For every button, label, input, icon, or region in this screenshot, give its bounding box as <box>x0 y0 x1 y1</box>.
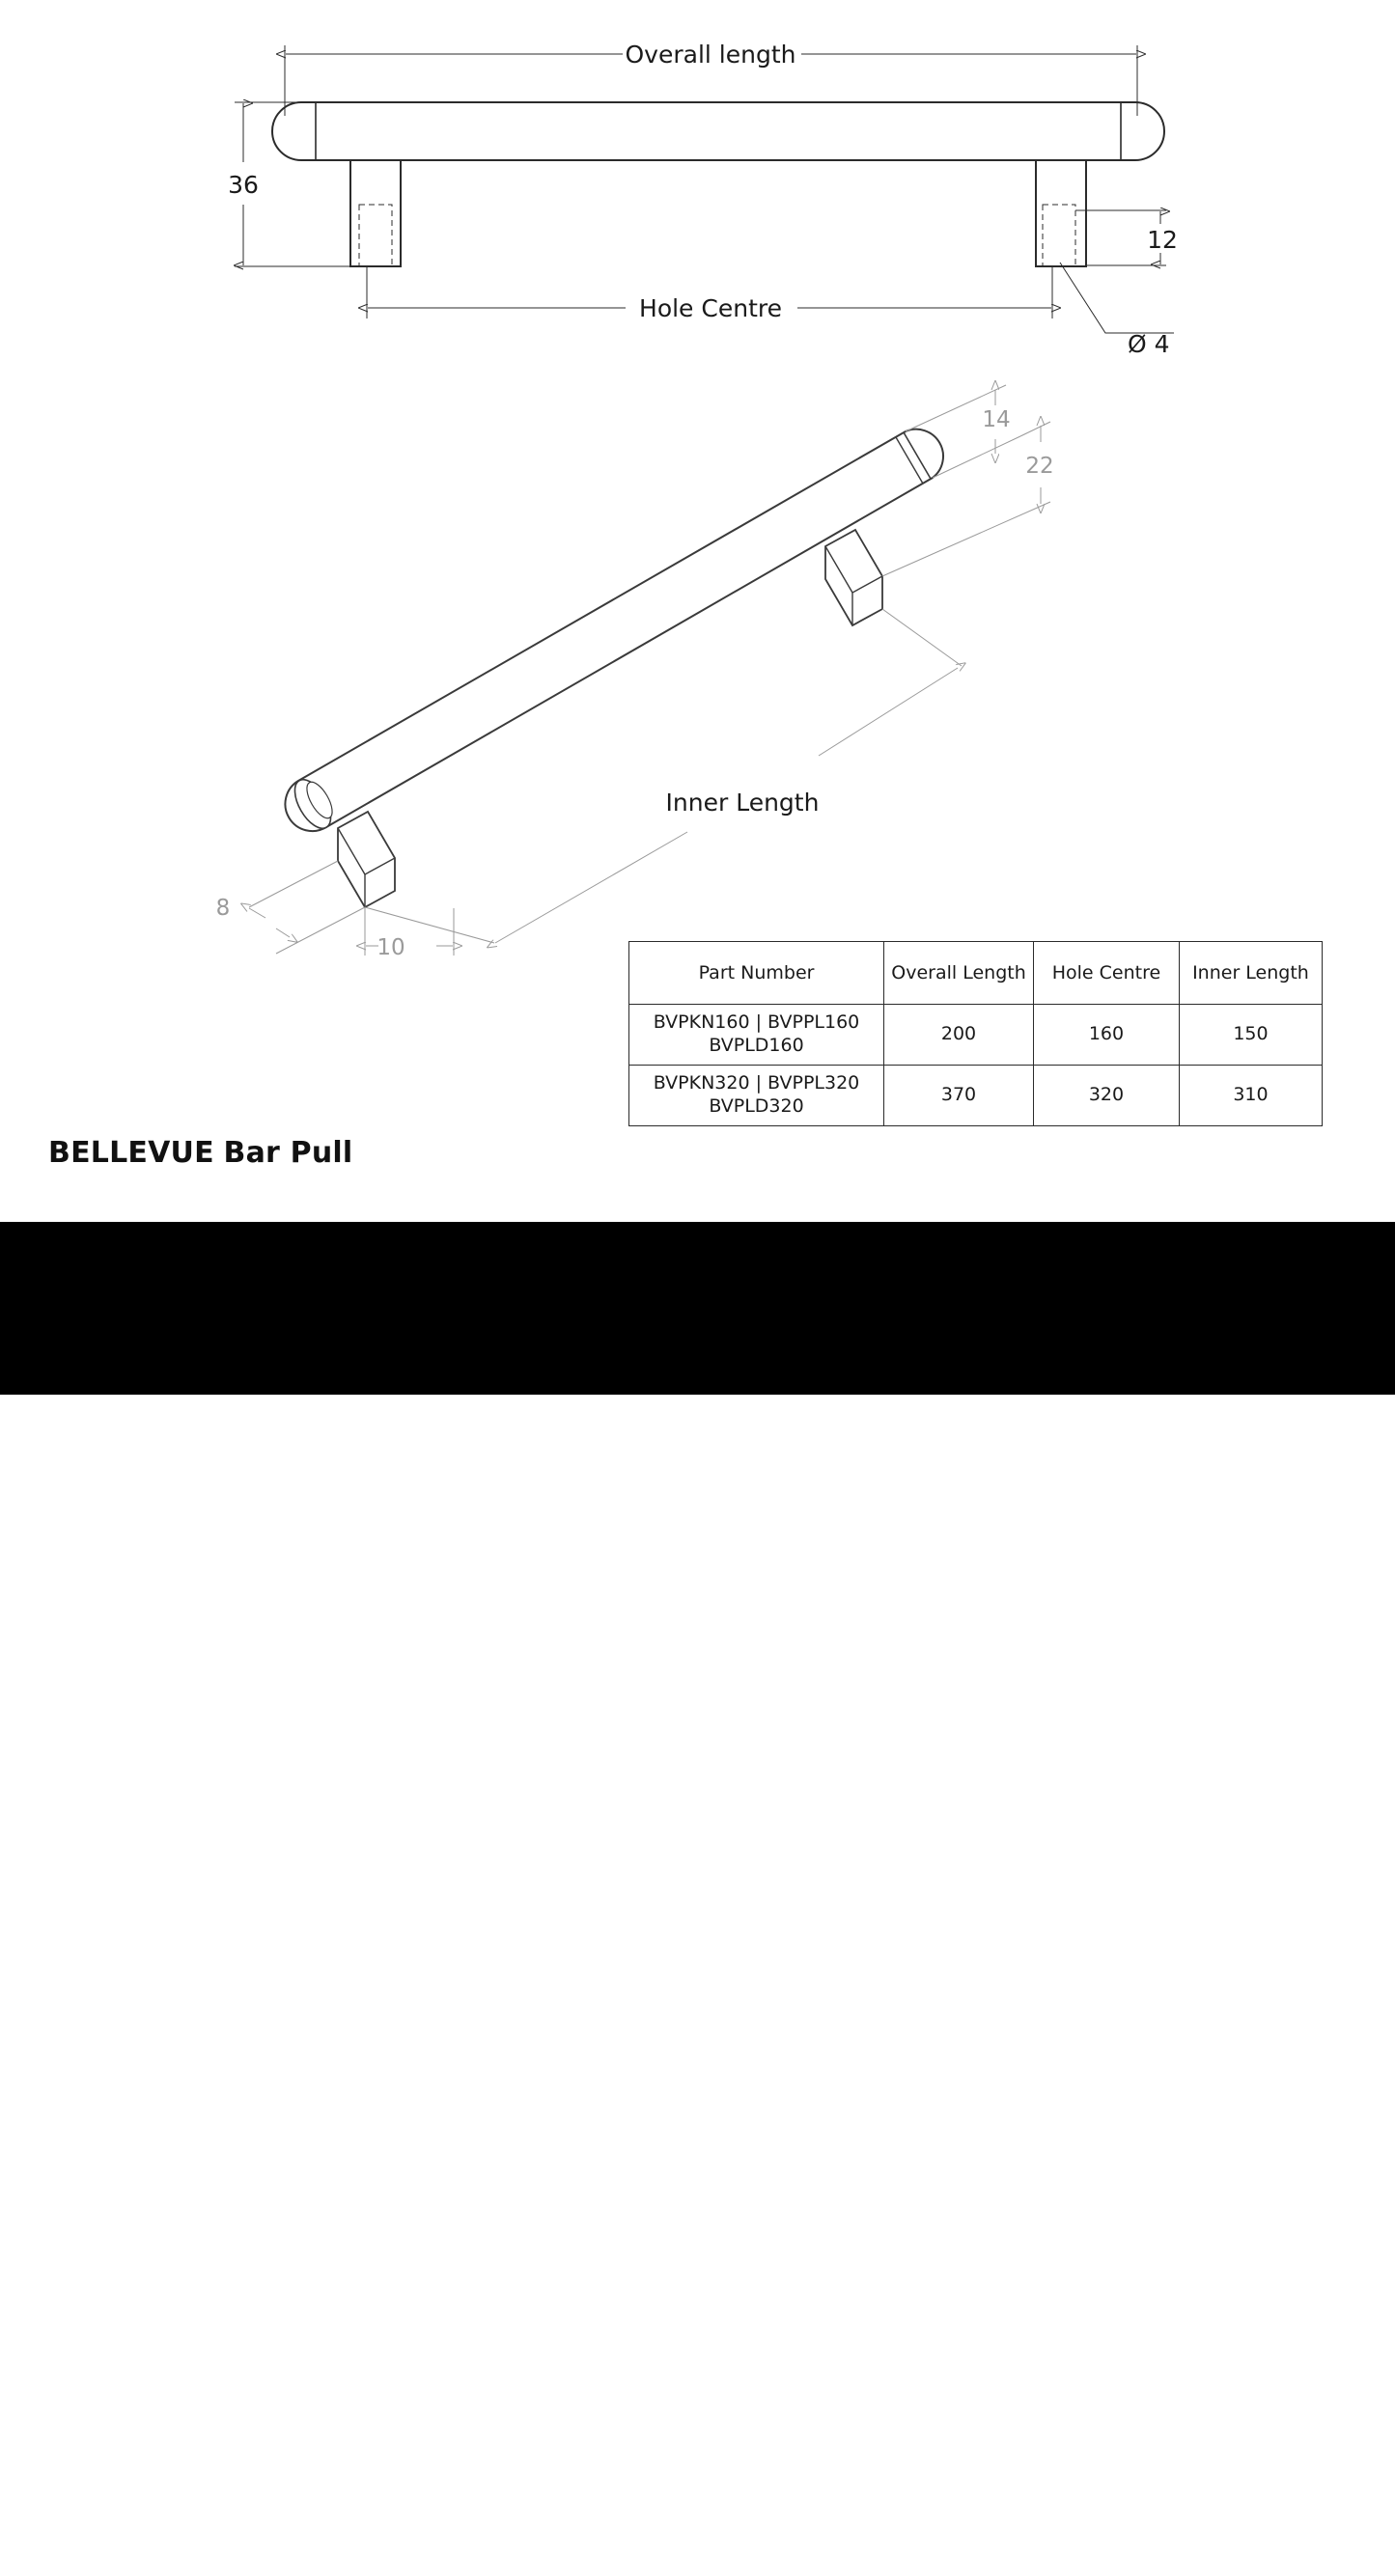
right-mounting-post <box>1036 160 1086 266</box>
column-header-overall-length: Overall Length <box>884 942 1034 1005</box>
overall-length-label: Overall length <box>625 41 796 69</box>
handle-bar-profile <box>272 102 1164 160</box>
iso-total-height-dim-value: 22 <box>1025 454 1054 479</box>
part-number-line-2: BVPLD320 <box>709 1095 804 1117</box>
table-row <box>629 1066 1323 1126</box>
iso-left-post <box>338 812 395 907</box>
hole-diameter-label: Ø 4 <box>1128 330 1170 358</box>
isometric-view <box>216 385 1054 960</box>
buildmat-logo <box>53 2506 426 2565</box>
product-title <box>48 1136 352 1170</box>
buildmat-mark-icon <box>53 2506 109 2565</box>
part-number-line-1: BVPKN320 | BVPPL320 <box>653 1072 860 1094</box>
specification-table <box>628 941 1323 1126</box>
inner-length-dimension <box>365 609 962 943</box>
product-brand: BELLEVUE <box>48 1136 214 1170</box>
momo-logo <box>1172 2497 1339 2576</box>
column-header-hole-centre: Hole Centre <box>1033 942 1179 1005</box>
cell-inner-length: 310 <box>1179 1066 1322 1126</box>
cell-part-number <box>629 1005 884 1066</box>
hole-centre-label: Hole Centre <box>639 294 782 322</box>
left-mounting-post <box>350 160 401 266</box>
cell-hole-centre: 160 <box>1033 1005 1179 1066</box>
cell-part-number <box>629 1066 884 1126</box>
inner-length-label: Inner Length <box>665 789 820 817</box>
column-header-inner-length: Inner Length <box>1179 942 1322 1005</box>
cell-inner-length: 150 <box>1179 1005 1322 1066</box>
front-elevation-view <box>228 41 1178 358</box>
iso-handle-bar <box>285 429 943 835</box>
momo-subtitle: HANDLES <box>1202 2555 1337 2576</box>
buildmat-wordmark: BUILDMAT <box>125 2508 426 2562</box>
momo-wordmark: MOMO <box>1172 2497 1339 2553</box>
cell-hole-centre: 320 <box>1033 1066 1179 1126</box>
table-row <box>629 1005 1323 1066</box>
part-number-line-1: BVPKN160 | BVPPL160 <box>653 1011 860 1034</box>
bar-diameter-dim-value: 14 <box>982 407 1011 432</box>
table-header-row <box>629 942 1323 1005</box>
column-header-part-number: Part Number <box>629 942 884 1005</box>
post-depth-dim-value: 10 <box>377 935 405 960</box>
cell-overall-length: 370 <box>884 1066 1034 1126</box>
hole-centre-dimension <box>367 266 1052 322</box>
height-dim-value: 36 <box>228 171 259 199</box>
post-offset-dimension <box>1075 210 1178 265</box>
post-offset-dim-value: 12 <box>1147 226 1178 254</box>
product-model: Bar Pull <box>223 1136 353 1170</box>
post-width-dim-value: 8 <box>215 896 231 921</box>
post-depth-dimension <box>365 907 454 960</box>
hole-diameter-callout <box>1060 263 1174 358</box>
cell-overall-length: 200 <box>884 1005 1034 1066</box>
post-width-dimension <box>216 861 365 954</box>
iso-right-post <box>825 530 882 625</box>
part-number-line-2: BVPLD160 <box>709 1035 804 1056</box>
footer-bar <box>0 1222 1395 2576</box>
